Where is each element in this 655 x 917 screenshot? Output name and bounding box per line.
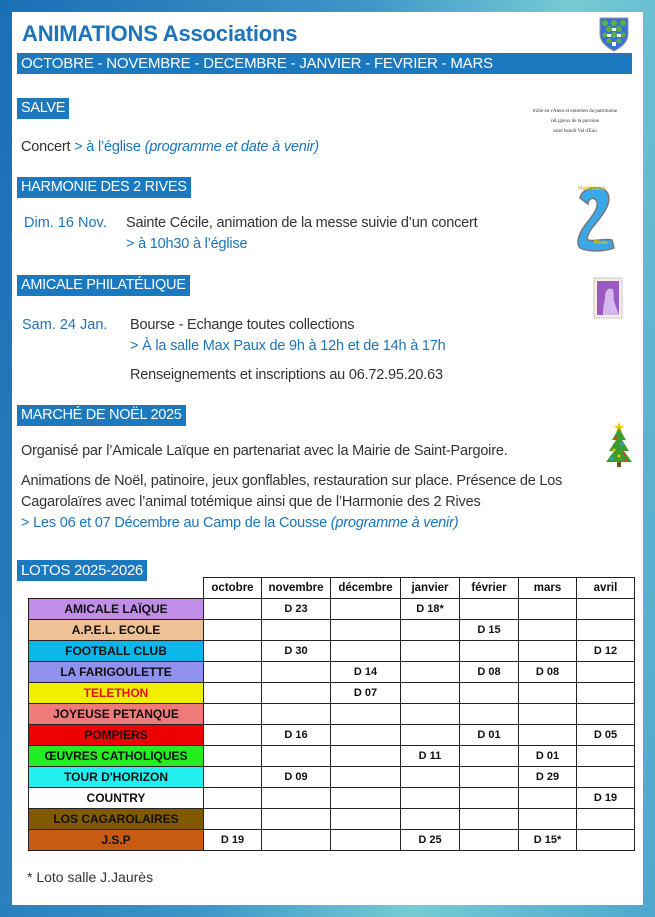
- page: [12, 12, 643, 905]
- noel-line-2: Animations de Noël, patinoire, jeux gonflables, restauration sur place. Présence de Los: [21, 473, 563, 489]
- postage-stamp-icon: [593, 277, 623, 324]
- loto-date-cell: [519, 683, 577, 704]
- loto-date-cell: [204, 599, 262, 620]
- loto-date-cell: [519, 620, 577, 641]
- loto-date-cell: [519, 788, 577, 809]
- lotos-row: [29, 788, 635, 809]
- loto-date-cell: D 08: [460, 662, 519, 683]
- association-name: J.S.P: [29, 830, 204, 851]
- loto-date-cell: [331, 725, 401, 746]
- noel-dates-location: > Les 06 et 07 Décembre au Camp de la Cousse: [21, 515, 331, 531]
- loto-date-cell: [204, 683, 262, 704]
- loto-date-cell: [262, 683, 331, 704]
- section-heading-salve: SALVE: [17, 98, 69, 119]
- lotos-table: [28, 577, 635, 851]
- loto-date-cell: [262, 662, 331, 683]
- loto-date-cell: [577, 620, 635, 641]
- loto-date-cell: [460, 767, 519, 788]
- loto-date-cell: [577, 767, 635, 788]
- column-header: janvier: [401, 578, 460, 599]
- loto-date-cell: [577, 830, 635, 851]
- association-name: FOOTBALL CLUB: [29, 641, 204, 662]
- loto-date-cell: [460, 746, 519, 767]
- months-banner: OCTOBRE - NOVEMBRE - DECEMBRE - JANVIER - FEVRIER - MARS: [17, 53, 632, 74]
- lotos-row: [29, 662, 635, 683]
- loto-date-cell: [577, 662, 635, 683]
- lotos-header-row: [29, 578, 635, 599]
- lotos-row: [29, 767, 635, 788]
- loto-date-cell: [331, 767, 401, 788]
- noel-line-1: Organisé par l’Amicale Laïque en partenariat avec la Mairie de Saint-Pargoire.: [21, 443, 508, 459]
- noel-line-3: Cagarolaïres avec l’animal totémique ainsi que de l’Harmonie des 2 Rives: [21, 494, 481, 510]
- loto-date-cell: [331, 641, 401, 662]
- noel-note: (programme à venir): [330, 515, 459, 531]
- loto-date-cell: D 18*: [401, 599, 460, 620]
- loto-date-cell: [519, 599, 577, 620]
- christmas-tree-icon: [604, 420, 634, 475]
- loto-date-cell: [204, 809, 262, 830]
- loto-date-cell: [519, 641, 577, 662]
- association-name: TOUR D'HORIZON: [29, 767, 204, 788]
- loto-date-cell: D 23: [262, 599, 331, 620]
- loto-date-cell: [460, 830, 519, 851]
- loto-date-cell: [331, 746, 401, 767]
- philatelie-location: > À la salle Max Paux de 9h à 12h et de 14h à 17h: [130, 338, 446, 354]
- loto-date-cell: [204, 746, 262, 767]
- association-name: COUNTRY: [29, 788, 204, 809]
- loto-date-cell: D 08: [519, 662, 577, 683]
- column-header: octobre: [204, 578, 262, 599]
- column-header: décembre: [331, 578, 401, 599]
- loto-date-cell: [331, 620, 401, 641]
- lotos-row: [29, 599, 635, 620]
- philatelie-date: Sam. 24 Jan.: [22, 317, 108, 333]
- loto-date-cell: [204, 704, 262, 725]
- salve-logo-line: miSe en vAleur et entretien du patrimoine: [532, 109, 618, 114]
- loto-date-cell: [262, 620, 331, 641]
- loto-date-cell: [262, 746, 331, 767]
- salve-event-place: > à l’église: [70, 139, 145, 155]
- loto-date-cell: [577, 809, 635, 830]
- loto-date-cell: [262, 788, 331, 809]
- loto-date-cell: [460, 809, 519, 830]
- philatelie-description: Bourse - Echange toutes collections: [130, 317, 355, 333]
- loto-date-cell: [204, 788, 262, 809]
- section-heading-noel: MARCHÉ DE NOËL 2025: [17, 405, 186, 426]
- loto-date-cell: [401, 809, 460, 830]
- loto-date-cell: [204, 641, 262, 662]
- section-heading-lotos: LOTOS 2025-2026: [17, 560, 147, 581]
- loto-date-cell: [401, 662, 460, 683]
- loto-date-cell: D 16: [262, 725, 331, 746]
- loto-date-cell: D 05: [577, 725, 635, 746]
- loto-date-cell: [577, 599, 635, 620]
- lotos-row: [29, 683, 635, 704]
- lotos-row: [29, 830, 635, 851]
- loto-date-cell: [401, 788, 460, 809]
- loto-date-cell: [460, 683, 519, 704]
- loto-date-cell: [577, 683, 635, 704]
- lotos-row: [29, 620, 635, 641]
- lotos-footnote: * Loto salle J.Jaurès: [27, 869, 154, 885]
- loto-date-cell: [331, 788, 401, 809]
- loto-date-cell: [460, 641, 519, 662]
- loto-date-cell: [460, 788, 519, 809]
- association-name: JOYEUSE PETANQUE: [29, 704, 204, 725]
- loto-date-cell: [519, 704, 577, 725]
- harmonie-2-rives-logo: [574, 182, 620, 259]
- page-title: ANIMATIONS Associations: [22, 21, 298, 46]
- loto-date-cell: D 14: [331, 662, 401, 683]
- harmonie-description: Sainte Cécile, animation de la messe suivie d’un concert: [126, 215, 478, 231]
- loto-date-cell: [204, 662, 262, 683]
- loto-date-cell: [262, 830, 331, 851]
- loto-date-cell: [331, 599, 401, 620]
- loto-date-cell: D 11: [401, 746, 460, 767]
- lotos-corner: [29, 578, 204, 599]
- column-header: février: [460, 578, 519, 599]
- svg-text:Rives: Rives: [594, 240, 608, 246]
- column-header: mars: [519, 578, 577, 599]
- column-header: avril: [577, 578, 635, 599]
- loto-date-cell: [577, 704, 635, 725]
- association-name: TELETHON: [29, 683, 204, 704]
- loto-date-cell: [331, 704, 401, 725]
- harmonie-location: > à 10h30 à l’église: [126, 236, 248, 252]
- loto-date-cell: D 19: [577, 788, 635, 809]
- loto-date-cell: [204, 767, 262, 788]
- association-name: ŒUVRES CATHOLIQUES: [29, 746, 204, 767]
- loto-date-cell: D 07: [331, 683, 401, 704]
- lotos-row: [29, 725, 635, 746]
- loto-date-cell: [401, 641, 460, 662]
- salve-logo-line: saint benoît Val d'Eau: [553, 129, 597, 134]
- salve-logo-line: reLigieux de la paroisse: [551, 119, 599, 124]
- lotos-row: [29, 809, 635, 830]
- loto-date-cell: [331, 809, 401, 830]
- loto-date-cell: [204, 725, 262, 746]
- section-heading-harmonie: HARMONIE DES 2 RIVES: [17, 177, 191, 198]
- loto-date-cell: [519, 809, 577, 830]
- salve-event-line: [21, 139, 319, 155]
- loto-date-cell: [401, 767, 460, 788]
- svg-text:Harmonie: Harmonie: [578, 186, 606, 192]
- loto-date-cell: D 12: [577, 641, 635, 662]
- loto-date-cell: [460, 599, 519, 620]
- loto-date-cell: D 15*: [519, 830, 577, 851]
- association-name: LOS CAGAROLAIRES: [29, 809, 204, 830]
- philatelie-info: Renseignements et inscriptions au 06.72.95.20.63: [130, 367, 443, 383]
- association-name: A.P.E.L. ECOLE: [29, 620, 204, 641]
- loto-date-cell: [262, 704, 331, 725]
- loto-date-cell: [262, 809, 331, 830]
- loto-date-cell: [401, 620, 460, 641]
- loto-date-cell: D 19: [204, 830, 262, 851]
- association-name: AMICALE LAÏQUE: [29, 599, 204, 620]
- lotos-row: [29, 704, 635, 725]
- loto-date-cell: [401, 704, 460, 725]
- loto-date-cell: [401, 725, 460, 746]
- loto-date-cell: D 01: [519, 746, 577, 767]
- association-name: POMPIERS: [29, 725, 204, 746]
- loto-date-cell: D 15: [460, 620, 519, 641]
- salve-event-name: Concert: [21, 139, 71, 155]
- salve-logo: [525, 107, 625, 147]
- harmonie-date: Dim. 16 Nov.: [24, 215, 107, 231]
- salve-event-note: (programme et date à venir): [144, 139, 319, 155]
- loto-date-cell: [331, 830, 401, 851]
- lotos-row: [29, 746, 635, 767]
- loto-date-cell: D 25: [401, 830, 460, 851]
- column-header: novembre: [262, 578, 331, 599]
- loto-date-cell: [577, 746, 635, 767]
- loto-date-cell: D 01: [460, 725, 519, 746]
- loto-date-cell: D 30: [262, 641, 331, 662]
- association-name: LA FARIGOULETTE: [29, 662, 204, 683]
- loto-date-cell: [460, 704, 519, 725]
- loto-date-cell: [204, 620, 262, 641]
- lotos-row: [29, 641, 635, 662]
- coat-of-arms-icon: [598, 16, 630, 57]
- noel-line-4: [21, 515, 458, 531]
- loto-date-cell: [401, 683, 460, 704]
- loto-date-cell: D 09: [262, 767, 331, 788]
- loto-date-cell: [519, 725, 577, 746]
- loto-date-cell: D 29: [519, 767, 577, 788]
- section-heading-philatelie: AMICALE PHILATÉLIQUE: [17, 275, 190, 296]
